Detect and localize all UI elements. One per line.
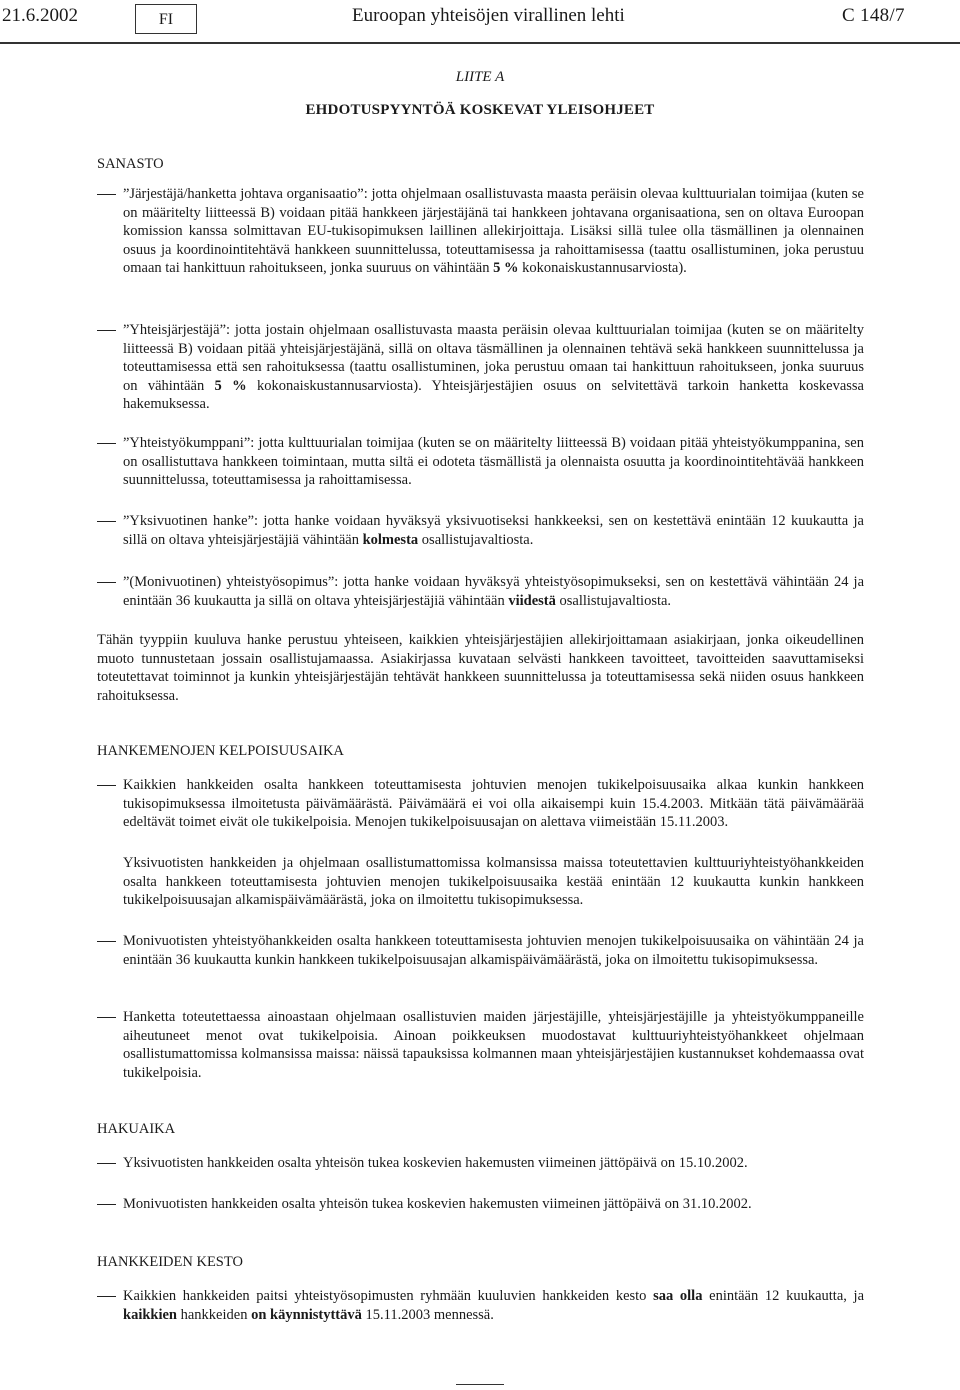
section-heading-kelpoisuusaika: HANKEMENOJEN KELPOISUUSAIKA — [97, 743, 344, 759]
publication-title: Euroopan yhteisöjen virallinen lehti — [352, 5, 625, 26]
annex-label: LIITE A — [455, 69, 505, 85]
kelpoisuusaika-item-1: Kaikkien hankkeiden osalta hankkeen toteuttamisesta johtuvien menojen tukikelpoisuusaika alkaa kunkin hankkeen tukisopimuksessa ilmoitetusta päivämäärästä. Päivämäärä ei voi olla aikaisempi kuin 15.4.2003. Mitkään tätä päivämäärää edeltävät toimet eivät ole tukikelpoisia. Menojen tukikelpoisuusajan on alettava viimeistään 15.11.2003. — [123, 777, 864, 831]
kelpoisuusaika-paragraph: Yksivuotisten hankkeiden ja ohjelmaan osallistumattomissa kolmansissa maissa toteutettavien kulttuuriyhteistyöhankkeiden osalta hankkeen toteuttamisesta johtuvien menojen tukikelpoisuusaika kestää enintään 12 kuukautta kunkin hankkeen tukikelpoisuusajan alkamispäivämäärästä, joka on ilmoitettu tukisopimuksessa. — [123, 855, 864, 909]
definition-yhteistyosopimus: ”(Monivuotinen) yhteistyösopimus”: jotta hanke voidaan hyväksyä yhteistyösopimukseksi, sen on kestettävä vähintään 24 ja enintään 36 kuukautta ja sillä on oltava yhteisjärjestäjiä vähintään viidestä osallistujavaltiosta. — [123, 574, 864, 609]
kesto-item-1: Kaikkien hankkeiden paitsi yhteistyösopimusten ryhmään kuuluvien hankkeiden kesto saa olla enintään 12 kuukautta, ja kaikkien hankkeiden on käynnistyttävä 15.11.2003 mennessä. — [123, 1288, 865, 1323]
hakuaika-item-2: Monivuotisten hankkeiden osalta yhteisön tukea koskevien hakemusten viimeinen jättöpäivä on 31.10.2002. — [123, 1196, 752, 1212]
definition-jarjestaja: ”Järjestäjä/hanketta johtava organisaatio”: jotta ohjelmaan osallistuvasta maasta peräisin olevaa kulttuurialan toimijaa (kuten se on määritelty liitteessä B) voidaan pitää hankkeen järjestäjänä tai hankkeen johtavana organisaationa, sen on oltava Euroopan komission kanssa solmittavan EU-tukisopimuksen laillinen allekirjoittaja. Lisäksi sillä tulee olla täsmällinen ja olennainen osuus ja koordinointitehtävä hankkeen suunnittelussa, toteuttamisessa ja rahoittamisessa (taattu osallistuminen, joka perustuu omaan tai hankittuun rahoitukseen, jonka suuruus on vähintään 5 % kokonaiskustannusarviosta). — [123, 186, 864, 277]
hakuaika-item-1: Yksivuotisten hankkeiden osalta yhteisön tukea koskevien hakemusten viimeinen jättöpäivä on 15.10.2002. — [123, 1155, 748, 1171]
footer-rule — [456, 1384, 504, 1385]
section-heading-kesto: HANKKEIDEN KESTO — [97, 1254, 243, 1270]
kelpoisuusaika-item-3: Hanketta toteutettaessa ainoastaan ohjelmaan osallistuvien maiden järjestäjille, yhteisjärjestäjille ja yhteistyökumppaneille aiheutuneet menot ovat tukikelpoisia. Ainoan poikkeuksen muodostavat kulttuuriyhteistyöhankkeet ohjelmaan osallistumattomissa kolmansissa maissa: näissä tapauksissa kolmannen maan yhteisjärjestäjien kustannukset kohdemaassa ovat tukikelpoisia. — [123, 1009, 864, 1081]
page-reference: C 148/7 — [842, 5, 905, 26]
language-box: FI — [135, 4, 197, 34]
definition-yhteistyokumppani: ”Yhteistyökumppani”: jotta kulttuurialan toimijaa (kuten se on määritelty liitteessä B) voidaan pitää yhteistyökumppanina, sen on osallistuttava hankkeen toimintaan, mutta siltä ei odoteta täsmällistä ja olennaista osuutta ja koordinointitehtävää hankkeen suunnittelussa, toteuttamisessa ja rahoittamisessa. — [123, 435, 864, 489]
document-title: EHDOTUSPYYNTÖÄ KOSKEVAT YLEISOHJEET — [305, 102, 655, 118]
kelpoisuusaika-item-2: Monivuotisten yhteistyöhankkeiden osalta hankkeen toteuttamisesta johtuvien menojen tukikelpoisuusaika on vähintään 24 ja enintään 36 kuukautta kunkin hankkeen tukikelpoisuusajan alkamispäivämäärästä, joka on ilmoitettu tukisopimuksessa. — [123, 933, 864, 968]
header-rule — [0, 42, 960, 44]
definition-yksivuotinen-hanke: ”Yksivuotinen hanke”: jotta hanke voidaan hyväksyä yksivuotiseksi hankkeeksi, sen on kestettävä enintään 12 kuukautta ja sillä on oltava yhteisjärjestäjiä vähintään kolmesta osallistujavaltiosta. — [123, 513, 864, 548]
page-header — [0, 0, 960, 48]
section-heading-sanasto: SANASTO — [97, 156, 164, 172]
section-heading-hakuaika: HAKUAIKA — [97, 1121, 176, 1137]
issue-date: 21.6.2002 — [2, 5, 78, 26]
definition-yhteisjarjestaja: ”Yhteisjärjestäjä”: jotta jostain ohjelmaan osallistuvasta maasta peräisin olevaa kulttuurialan toimijaa (kuten se on määritelty liitteessä B) voidaan pitää yhteisjärjestäjänä, sillä on oltava täsmällinen ja olennainen tehtävä sekä hankkeen suunnittelussa ja toteuttamisessa että sen rahoituksessa (taattu osallistuminen, joka perustuu omaan tai hankittuun rahoitukseen, jonka suuruus on vähintään 5 % kokonaiskustannusarviosta). Yhteisjärjestäjien osuus on selvitettävä tarkoin hanketta koskevassa hakemuksessa. — [123, 322, 864, 413]
sanasto-paragraph: Tähän tyyppiin kuuluva hanke perustuu yhteiseen, kaikkien yhteisjärjestäjien allekirjoittamaan asiakirjaan, jonka oikeudellinen muoto tunnustetaan jossain osallistujamaassa. Asiakirjassa kuvataan selvästi hankkeen tavoitteet, tavoitteiden saavuttamiseksi toteutettavat toiminnot ja kunkin yhteisjärjestäjän tehtävät hankkeen suunnittelussa ja toteuttamisessa sekä niiden osuus hankkeen rahoituksessa. — [97, 632, 864, 704]
